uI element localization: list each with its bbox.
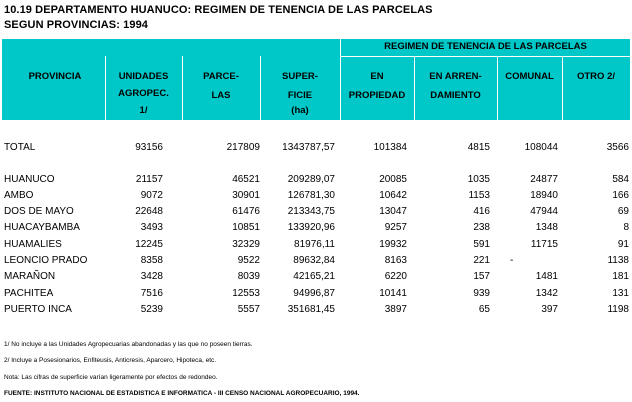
col-unidades-l2: AGROPEC.	[118, 88, 169, 99]
cell-arrendamiento: 591	[473, 239, 490, 250]
cell-otro: 69	[617, 206, 629, 217]
row-name: PUERTO INCA	[4, 304, 72, 315]
cell-otro: 1138	[607, 255, 629, 266]
cell-unidades: 3428	[140, 271, 163, 282]
cell-unidades: 22648	[135, 206, 163, 217]
cell-otro: 1198	[607, 304, 629, 315]
cell-parcelas: 9522	[237, 255, 260, 266]
cell-superficie: 42165,21	[293, 271, 335, 282]
table-row	[0, 239, 632, 253]
table-row	[0, 174, 632, 188]
cell-unidades: 5239	[140, 304, 163, 315]
table-row	[0, 304, 632, 318]
cell-arrendamiento: 65	[478, 304, 490, 315]
cell-parcelas: 5557	[237, 304, 260, 315]
col-arrendamiento-l2: DAMIENTO	[430, 90, 481, 101]
cell-propiedad: 3897	[384, 304, 407, 315]
row-name: TOTAL	[4, 142, 36, 153]
col-propiedad-l1: EN	[370, 71, 384, 82]
col-unidades-l3: 1/	[139, 105, 148, 116]
cell-arrendamiento: 4815	[467, 142, 490, 153]
cell-propiedad: 19932	[379, 239, 407, 250]
cell-comunal: 11715	[530, 239, 558, 250]
col-comunal: COMUNAL	[505, 71, 554, 82]
row-name: HUANUCO	[4, 174, 55, 185]
cell-propiedad: 101384	[373, 142, 407, 153]
cell-otro: 131	[612, 288, 629, 299]
cell-comunal: 24877	[530, 174, 558, 185]
col-parcelas-l2: LAS	[211, 90, 231, 101]
cell-superficie: 94996,87	[293, 288, 335, 299]
cell-arrendamiento: 238	[473, 222, 490, 233]
cell-unidades: 12245	[135, 239, 163, 250]
cell-superficie: 133920,96	[287, 222, 335, 233]
cell-unidades: 3493	[140, 222, 163, 233]
source-note: FUENTE: INSTITUTO NACIONAL DE ESTADISTICA E INFORMATICA - III CENSO NACIONAL AGROPECUARIO, 1994.	[4, 390, 360, 397]
table-row	[0, 206, 632, 220]
footnote-1: 1/ No incluye a las Unidades Agropecuarias abandonadas y las que no poseen tierras.	[4, 341, 253, 348]
cell-arrendamiento: 157	[473, 271, 490, 282]
cell-arrendamiento: 1153	[468, 190, 490, 201]
header-top-border	[1, 38, 631, 39]
header-bottom-border	[1, 120, 631, 121]
cell-parcelas: 8039	[237, 271, 260, 282]
header-col-divider	[497, 56, 498, 121]
cell-superficie: 213343,75	[287, 206, 335, 217]
cell-otro: 91	[617, 239, 629, 250]
cell-otro: 181	[612, 271, 629, 282]
col-unidades-l1: UNIDADES	[118, 71, 169, 82]
cell-otro: 3566	[606, 142, 629, 153]
cell-parcelas: 30901	[232, 190, 260, 201]
cell-arrendamiento: 221	[473, 255, 490, 266]
cell-parcelas: 46521	[232, 174, 260, 185]
cell-propiedad: 8163	[384, 255, 407, 266]
cell-otro: 166	[612, 190, 629, 201]
col-group-regimen: REGIMEN DE TENENCIA DE LAS PARCELAS	[384, 41, 587, 52]
cell-propiedad: 6220	[384, 271, 407, 282]
header-left-border	[1, 38, 2, 121]
row-name: HUAMALIES	[4, 239, 62, 250]
cell-parcelas: 217809	[226, 142, 260, 153]
col-superficie-l1: SUPER-	[282, 71, 318, 82]
col-superficie-l3: (ha)	[291, 105, 309, 116]
cell-unidades: 93156	[135, 142, 163, 153]
cell-unidades: 9072	[140, 190, 163, 201]
cell-comunal: 1348	[535, 222, 558, 233]
cell-superficie: 81976,11	[294, 239, 335, 250]
row-name: MARAÑON	[4, 271, 56, 282]
cell-propiedad: 13047	[379, 206, 407, 217]
cell-propiedad: 10141	[379, 288, 407, 299]
col-propiedad-l2: PROPIEDAD	[348, 90, 406, 101]
cell-comunal: 397	[541, 304, 558, 315]
cell-propiedad: 20085	[379, 174, 407, 185]
header-col-divider	[562, 56, 563, 121]
table-row	[0, 271, 632, 285]
table-header	[1, 38, 631, 121]
col-otro: OTRO 2/	[576, 71, 615, 82]
cell-arrendamiento: 1035	[467, 174, 490, 185]
table-row	[0, 222, 632, 236]
cell-comunal: -	[510, 255, 514, 266]
row-name: PACHITEA	[4, 288, 54, 299]
cell-arrendamiento: 416	[473, 206, 490, 217]
header-group-divider	[340, 56, 631, 57]
row-name: LEONCIO PRADO	[4, 255, 88, 266]
footnote-3: Nota: Las cifras de superficie varían ligeramente por efectos de redondeo.	[4, 374, 218, 381]
cell-superficie: 126781,30	[287, 190, 335, 201]
cell-parcelas: 32329	[232, 239, 260, 250]
cell-comunal: 108044	[524, 142, 558, 153]
table-row	[0, 288, 632, 302]
col-parcelas-l1: PARCE-	[203, 71, 239, 82]
cell-comunal: 1481	[535, 271, 558, 282]
footnote-2: 2/ Incluye a Posesionarios, Enfiteusis, Anticresis, Aparcero, Hipoteca, etc.	[4, 357, 217, 364]
table-row	[0, 190, 632, 204]
cell-parcelas: 12553	[232, 288, 260, 299]
row-name: AMBO	[4, 190, 34, 201]
col-provincia: PROVINCIA	[28, 71, 82, 82]
cell-unidades: 7516	[140, 288, 163, 299]
header-col-divider	[414, 56, 415, 121]
cell-comunal: 47944	[530, 206, 558, 217]
cell-propiedad: 9257	[384, 222, 407, 233]
table-subtitle: SEGUN PROVINCIAS: 1994	[4, 19, 149, 31]
cell-parcelas: 61476	[232, 206, 260, 217]
col-arrendamiento-l1: EN ARREN-	[429, 71, 482, 82]
cell-arrendamiento: 939	[473, 288, 490, 299]
row-name: DOS DE MAYO	[4, 206, 74, 217]
cell-otro: 8	[623, 222, 629, 233]
table-row	[0, 255, 632, 269]
cell-superficie: 1343787,57	[282, 142, 335, 153]
cell-parcelas: 10851	[232, 222, 260, 233]
row-name: HUACAYBAMBA	[4, 222, 80, 233]
cell-superficie: 209289,07	[287, 174, 335, 185]
col-superficie-l2: FICIE	[287, 90, 313, 101]
cell-propiedad: 10642	[379, 190, 407, 201]
cell-unidades: 8358	[140, 255, 163, 266]
cell-otro: 584	[612, 174, 629, 185]
cell-comunal: 18940	[530, 190, 558, 201]
table-row-total	[0, 142, 632, 156]
cell-comunal: 1342	[535, 288, 558, 299]
table-title: 10.19 DEPARTAMENTO HUANUCO: REGIMEN DE TENENCIA DE LAS PARCELAS	[4, 4, 433, 16]
cell-superficie: 89632,84	[293, 255, 335, 266]
cell-unidades: 21157	[135, 174, 163, 185]
header-col-divider	[182, 56, 183, 121]
cell-superficie: 351681,45	[287, 304, 335, 315]
